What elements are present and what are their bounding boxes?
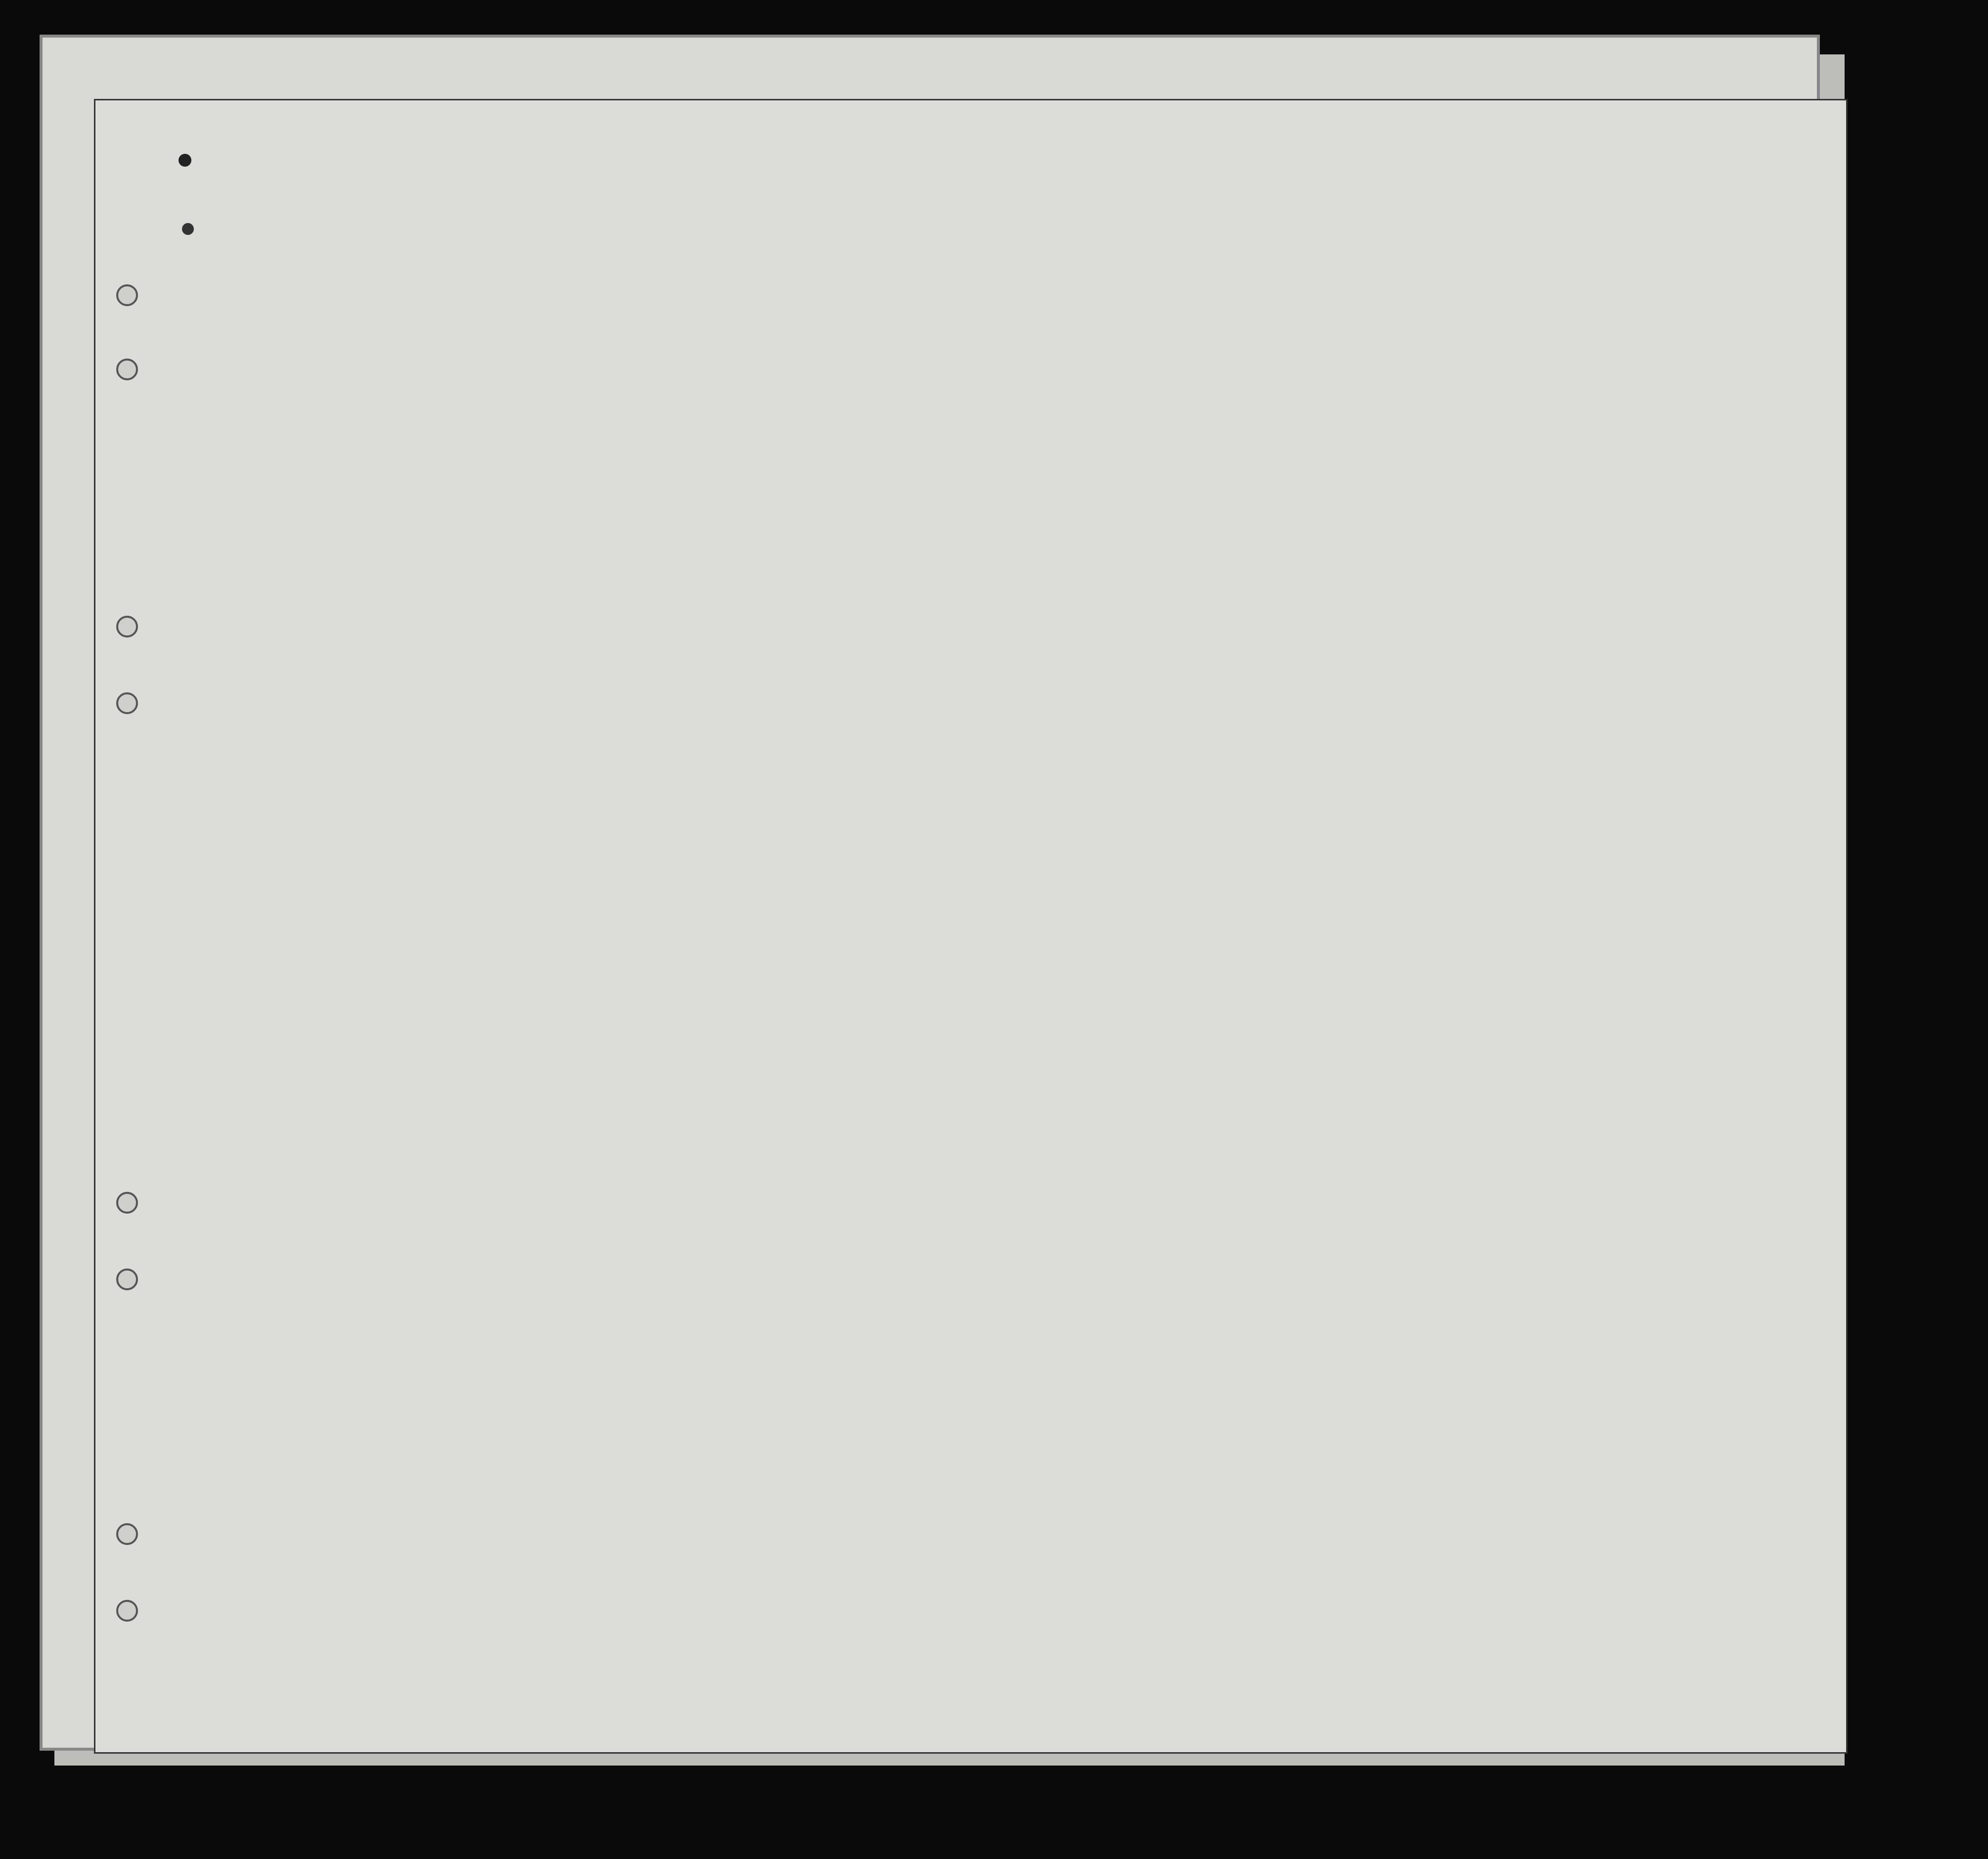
manifest-page [40,35,1820,1751]
punch-hole-icon [116,284,138,306]
punch-hole-icon [116,1269,138,1290]
punch-hole-icon [116,1523,138,1545]
punch-hole-icon [116,1600,138,1622]
punch-hole-icon [116,692,138,714]
punch-hole-icon [116,359,138,380]
table-grid [95,100,1846,1752]
manifest-sheet [94,99,1848,1754]
punch-hole-icon [116,1192,138,1214]
punch-hole-icon [116,616,138,637]
